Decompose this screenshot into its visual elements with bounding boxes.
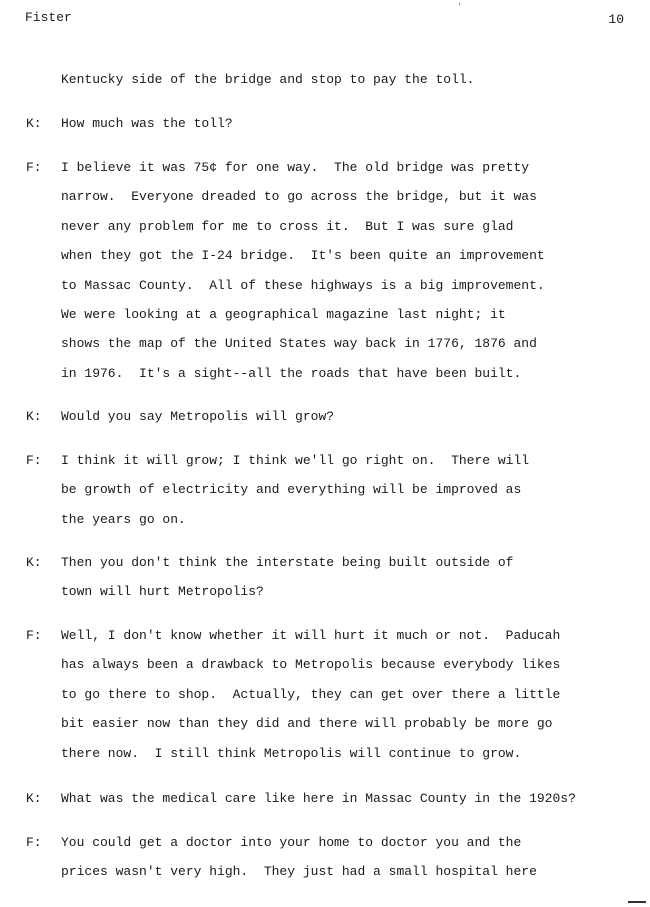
text-line: town will hurt Metropolis? [61, 584, 264, 600]
text-line: I think it will grow; I think we'll go right on. There will [61, 453, 530, 468]
text-line: What was the medical care like here in Massac County in the 1920s? [61, 791, 576, 806]
entry-text [61, 160, 646, 395]
text-line: bit easier now than they did and there will probably be more go [61, 716, 553, 732]
text-line: to Massac County. All of these highways is a big improvement. [61, 277, 545, 293]
entry-text [61, 791, 646, 820]
text-line: in 1976. It's a sight--all the roads that have been built. [61, 365, 522, 381]
entry-text [61, 409, 646, 438]
text-line: You could get a doctor into your home to doctor you and the [61, 835, 522, 850]
text-line: be growth of electricity and everything will be improved as [61, 482, 522, 498]
entry-text [61, 72, 646, 101]
stray-mark: ' [457, 2, 463, 12]
entry-text [61, 628, 646, 775]
entry-text [61, 453, 646, 541]
speaker-label: F: [26, 628, 42, 643]
speaker-label: K: [26, 555, 42, 570]
text-line: narrow. Everyone dreaded to go across the bridge, but it was [61, 189, 537, 205]
text-line: never any problem for me to cross it. But I was sure glad [61, 218, 514, 234]
speaker-label: K: [26, 791, 42, 806]
text-line: when they got the I-24 bridge. It's been quite an improvement [61, 248, 545, 264]
text-line: Then you don't think the interstate being built outside of [61, 555, 514, 570]
scan-corner-mark [628, 901, 646, 903]
speaker-label: F: [26, 835, 42, 850]
speaker-label: F: [26, 453, 42, 468]
speaker-label: K: [26, 409, 42, 424]
entry-text [61, 555, 646, 614]
text-line: Well, I don't know whether it will hurt it much or not. Paducah [61, 628, 561, 643]
text-line: there now. I still think Metropolis will continue to grow. [61, 745, 522, 761]
page-number: 10 [608, 12, 624, 27]
speaker-label: F: [26, 160, 42, 175]
entry-text [61, 835, 646, 894]
text-line: prices wasn't very high. They just had a small hospital here [61, 864, 537, 880]
text-line: We were looking at a geographical magazine last night; it [61, 306, 506, 322]
speaker-label: K: [26, 116, 42, 131]
text-line: the years go on. [61, 511, 186, 527]
header-interviewee-name: Fister [25, 10, 72, 25]
entry-text [61, 116, 646, 145]
text-line: Kentucky side of the bridge and stop to pay the toll. [61, 72, 475, 87]
text-line: I believe it was 75¢ for one way. The old bridge was pretty [61, 160, 530, 175]
text-line: Would you say Metropolis will grow? [61, 409, 335, 424]
text-line: has always been a drawback to Metropolis because everybody likes [61, 657, 561, 673]
text-line: shows the map of the United States way back in 1776, 1876 and [61, 336, 537, 352]
text-line: How much was the toll? [61, 116, 233, 131]
text-line: to go there to shop. Actually, they can get over there a little [61, 686, 561, 702]
